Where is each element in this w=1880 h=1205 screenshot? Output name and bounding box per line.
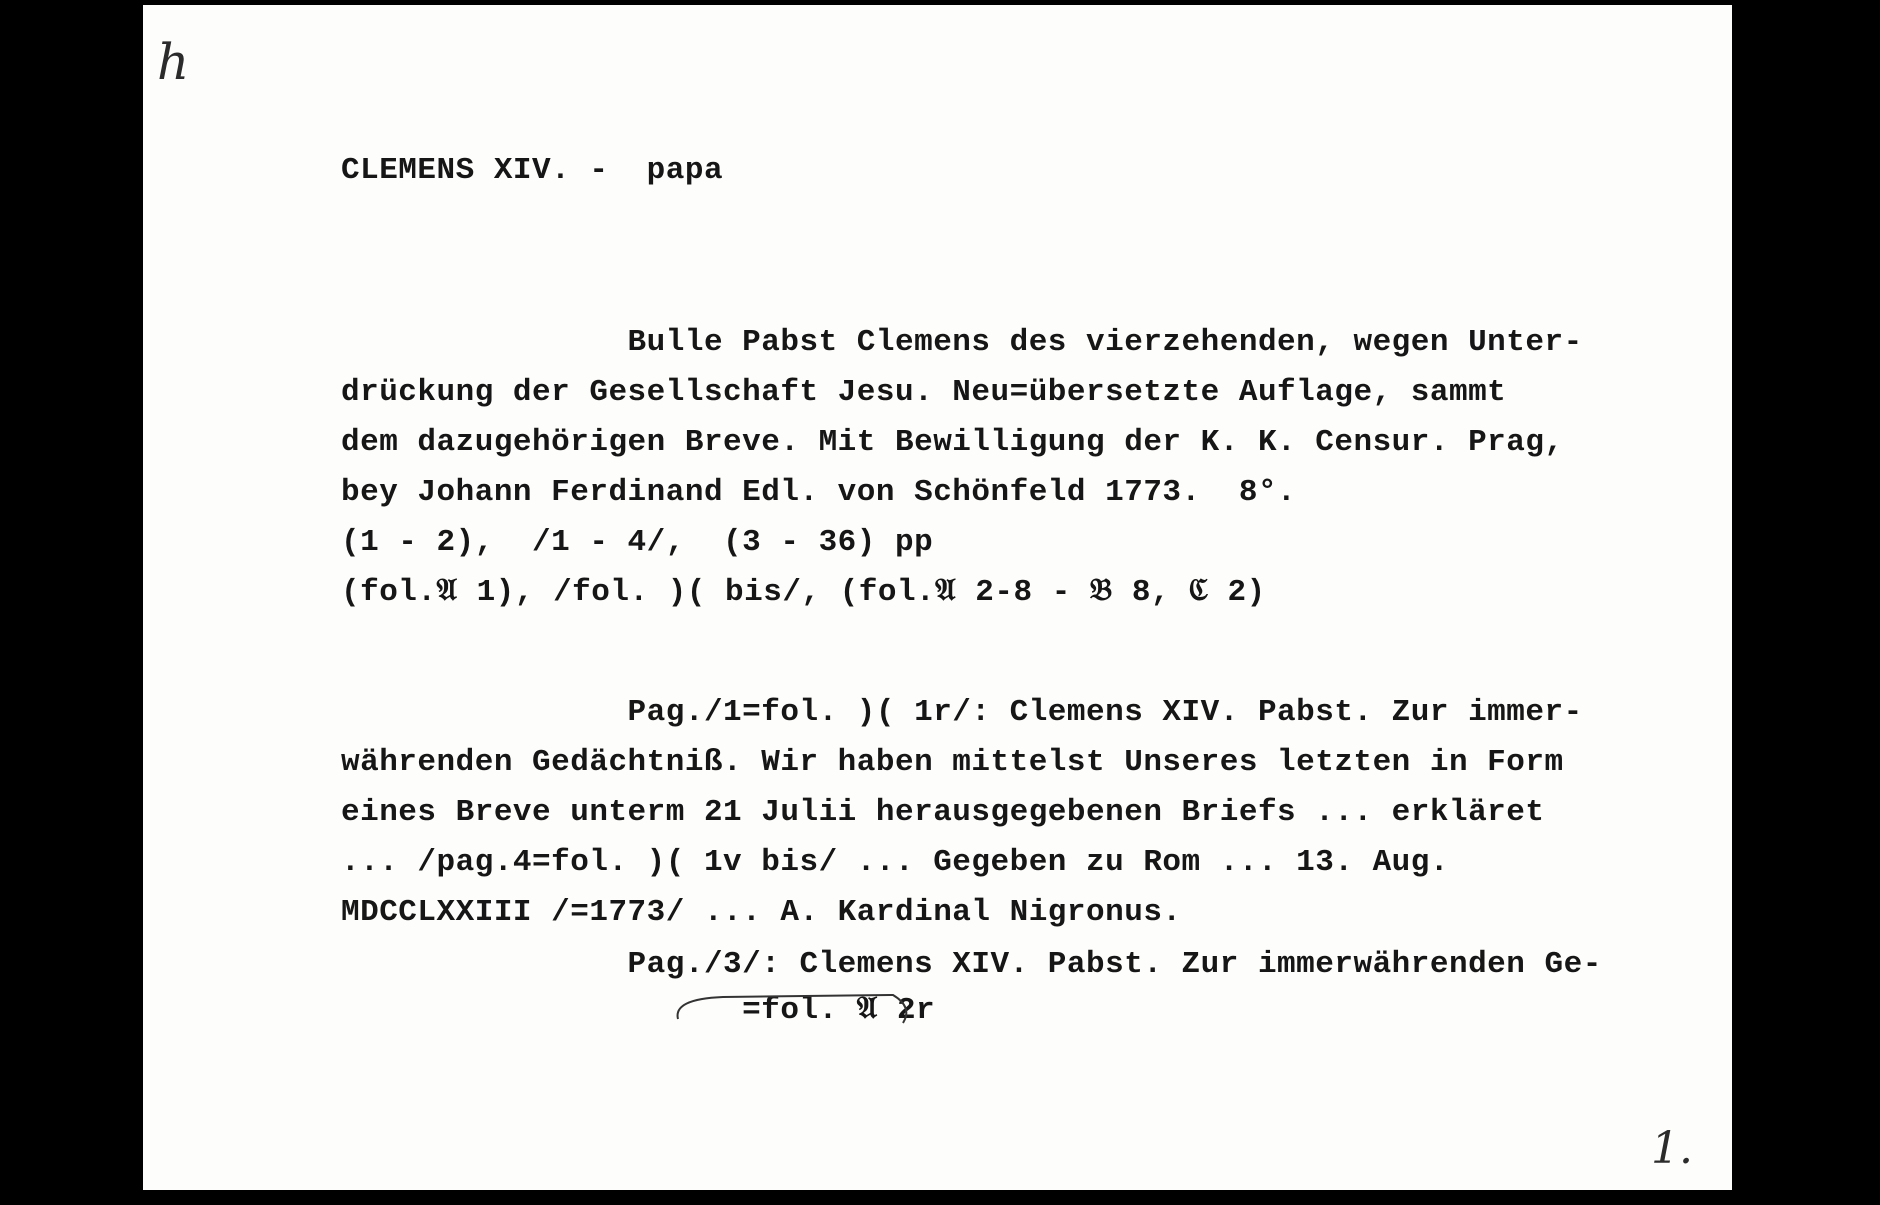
entry1-line-5: (1 - 2), /1 - 4/, (3 - 36) pp bbox=[341, 525, 934, 560]
catalog-card bbox=[143, 5, 1732, 1190]
entry1-line-1: Bulle Pabst Clemens des vierzehenden, wegen Unter- bbox=[341, 325, 1583, 360]
entry2-line-2: währenden Gedächtniß. Wir haben mittelst Unseres letzten in Form bbox=[341, 745, 1564, 780]
entry2-line-1: Pag./1=fol. )( 1r/: Clemens XIV. Pabst. Zur immer- bbox=[341, 695, 1583, 730]
entry2-line-6: Pag./3/: Clemens XIV. Pabst. Zur immerwährenden Ge- bbox=[341, 947, 1602, 982]
card-heading: CLEMENS XIV. - papa bbox=[341, 153, 724, 188]
entry1-line-2: drückung der Gesellschaft Jesu. Neu=übersetzte Auflage, sammt bbox=[341, 375, 1507, 410]
corner-handwritten-mark: h bbox=[157, 33, 190, 91]
entry1-line-3: dem dazugehörigen Breve. Mit Bewilligung der K. K. Censur. Prag, bbox=[341, 425, 1564, 460]
handwritten-page-number: 1. bbox=[1651, 1123, 1693, 1174]
entry1-line-6: (fol.𝔄 1), /fol. )( bis/, (fol.𝔄 2-8 - 𝔅 8, ℭ 2) bbox=[341, 575, 1266, 610]
entry2-line-4: ... /pag.4=fol. )( 1v bis/ ... Gegeben zu Rom ... 13. Aug. bbox=[341, 845, 1449, 880]
entry2-line-5: MDCCLXXIII /=1773/ ... A. Kardinal Nigronus. bbox=[341, 895, 1182, 930]
handwritten-bracket-curve bbox=[663, 989, 923, 1039]
entry2-line-3: eines Breve unterm 21 Julii herausgegebenen Briefs ... erkläret bbox=[341, 795, 1545, 830]
entry2-line-7: =fol. 𝔄 2r bbox=[341, 993, 936, 1028]
entry1-line-4: bey Johann Ferdinand Edl. von Schönfeld 1773. 8°. bbox=[341, 475, 1297, 510]
